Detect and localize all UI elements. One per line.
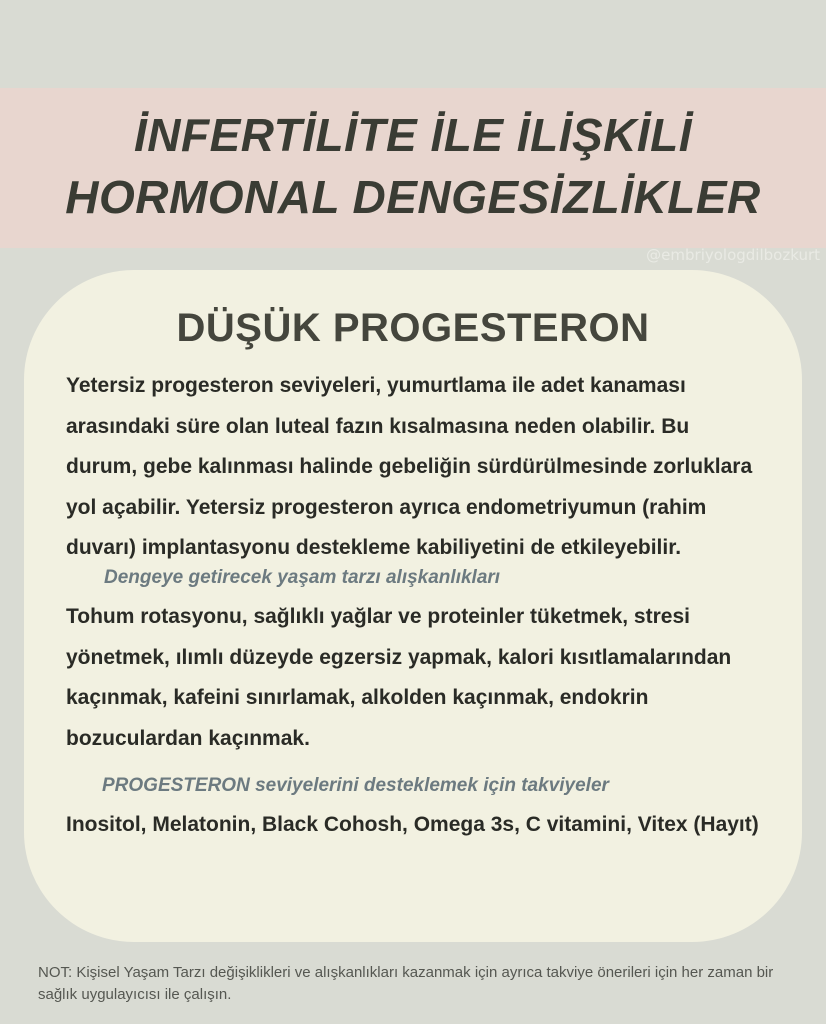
intro-paragraph: Yetersiz progesteron seviyeleri, yumurtlama ile adet kanaması arasındaki süre olan luteal fazın kısalmasına neden olabilir. Bu durum, gebe kalınması halinde gebeliğin sürdürülmesinde zorluklara yol açabilir. Yetersiz progesteron ayrıca endometriyumun (rahim duvarı) implantasyonu destekleme kabiliyetini de etkileyebilir. bbox=[66, 374, 753, 559]
page-title-line-1: İNFERTİLİTE İLE İLİŞKİLİ bbox=[133, 109, 693, 161]
footer-note: NOT: Kişisel Yaşam Tarzı değişiklikleri ve alışkanlıkları kazanmak için ayrıca takviye önerileri için her zaman bir sağlık uygulayıcısı ile çalışın. bbox=[38, 964, 774, 1003]
card-title: DÜŞÜK PROGESTERON bbox=[176, 306, 650, 350]
page-title bbox=[0, 104, 826, 228]
supplements-heading: PROGESTERON seviyelerini desteklemek için takviyeler bbox=[102, 775, 609, 796]
page-title-line-2: HORMONAL DENGESİZLİKLER bbox=[65, 171, 761, 223]
supplements-paragraph: Inositol, Melatonin, Black Cohosh, Omega 3s, C vitamini, Vitex (Hayıt) bbox=[66, 813, 759, 836]
watermark: @embriyologdilbozkurt bbox=[646, 246, 820, 264]
lifestyle-paragraph: Tohum rotasyonu, sağlıklı yağlar ve proteinler tüketmek, stresi yönetmek, ılımlı düzeyde egzersiz yapmak, kalori kısıtlamalarından kaçınmak, kafeini sınırlamak, alkolden kaçınmak, endokrin bozuculardan kaçınmak. bbox=[66, 605, 732, 750]
lifestyle-heading: Dengeye getirecek yaşam tarzı alışkanlıkları bbox=[104, 567, 501, 588]
